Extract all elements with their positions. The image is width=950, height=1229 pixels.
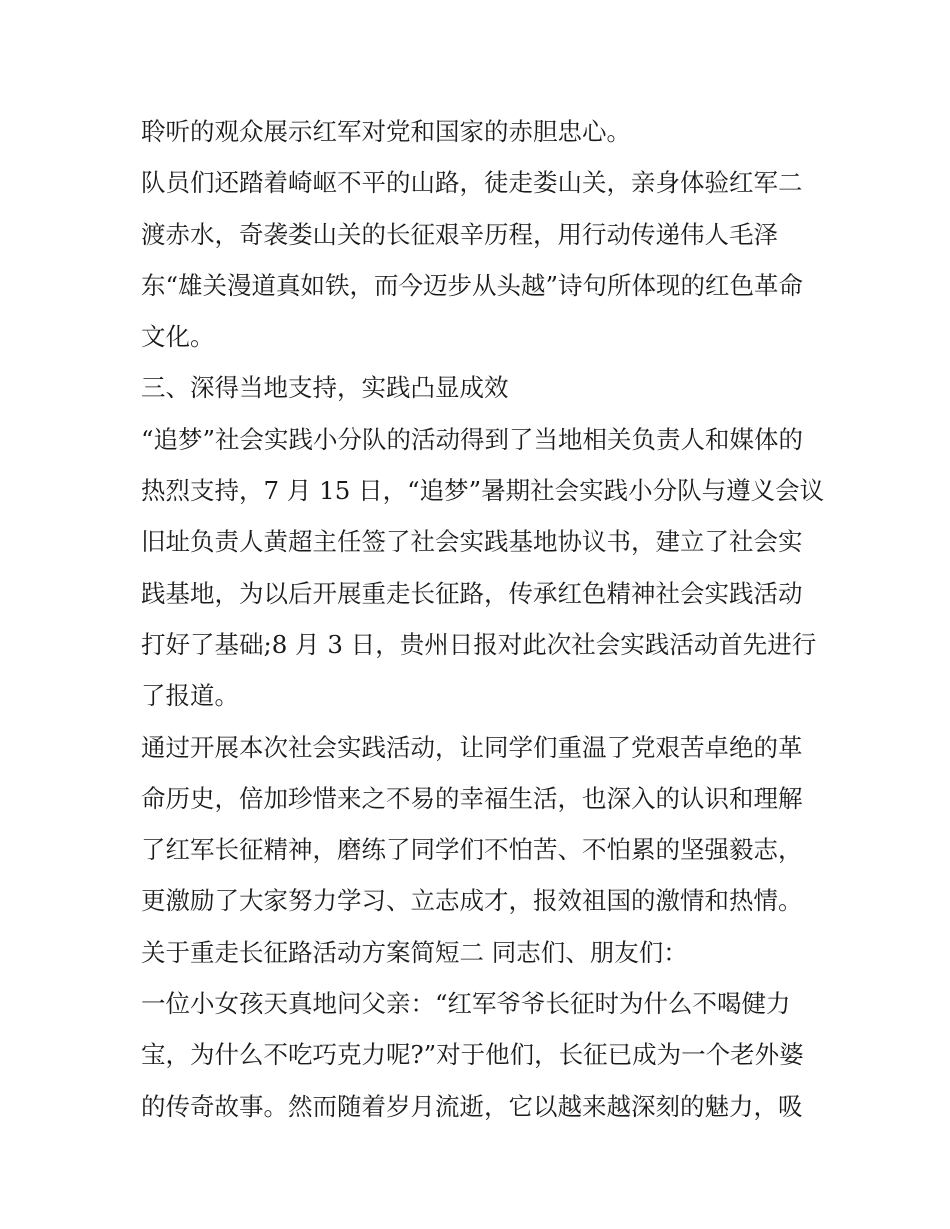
text-line: 践基地，为以后开展重走长征路，传承红色精神社会实践活动 bbox=[141, 578, 803, 608]
text-line: 文化。 bbox=[141, 322, 215, 352]
text-line: 一位小女孩天真地问父亲：“红军爷爷长征时为什么不喝健力 bbox=[141, 989, 791, 1019]
body-text bbox=[141, 106, 825, 1132]
text-line: 渡赤水，奇袭娄山关的长征艰辛历程，用行动传递伟人毛泽 bbox=[141, 219, 778, 249]
section-heading: 关于重走长征路活动方案简短二 同志们、朋友们： bbox=[141, 937, 688, 967]
text-line: 的传奇故事。然而随着岁月流逝，它以越来越深刻的魅力，吸 bbox=[141, 1091, 803, 1121]
text-line: 热烈支持，7 月 15 日，“追梦”暑期社会实践小分队与遵义会议 bbox=[141, 476, 825, 506]
text-line: 打好了基础;8 月 3 日，贵州日报对此次社会实践活动首先进行 bbox=[141, 629, 817, 659]
text-line: 聆听的观众展示红军对党和国家的赤胆忠心。 bbox=[141, 117, 631, 146]
text-line: 通过开展本次社会实践活动，让同学们重温了党艰苦卓绝的革 bbox=[141, 732, 803, 762]
text-line: 命历史，倍加珍惜来之不易的幸福生活，也深入的认识和理解 bbox=[141, 783, 803, 813]
text-line: 了红军长征精神，磨练了同学们不怕苦、不怕累的坚强毅志， bbox=[141, 835, 803, 865]
text-line: 了报道。 bbox=[141, 681, 239, 711]
text-line: “追梦”社会实践小分队的活动得到了当地相关负责人和媒体的 bbox=[141, 424, 804, 454]
section-heading: 三、深得当地支持，实践凸显成效 bbox=[141, 373, 509, 403]
text-line: 队员们还踏着崎岖不平的山路，徒走娄山关，亲身体验红军二 bbox=[141, 168, 803, 198]
text-line: 东“雄关漫道真如铁，而今迈步从头越”诗句所体现的红色革命 bbox=[141, 270, 804, 300]
text-line: 旧址负责人黄超主任签了社会实践基地协议书，建立了社会实 bbox=[141, 527, 803, 557]
text-line: 更激励了大家努力学习、立志成才，报效祖国的激情和热情。 bbox=[141, 886, 803, 916]
text-line: 宝，为什么不吃巧克力呢?”对于他们，长征已成为一个老外婆 bbox=[141, 1040, 804, 1070]
